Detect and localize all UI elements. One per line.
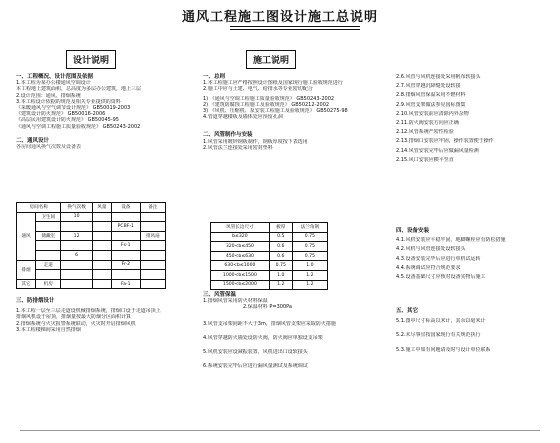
table-cell — [140, 260, 165, 270]
table-header-row — [17, 203, 166, 213]
text-line: 4.管道穿越楼板及墙体处应预留孔洞 — [203, 114, 283, 121]
table-cell: 排烟 — [17, 260, 36, 279]
text-line: 2.保温材料 P=300Pa — [243, 304, 292, 311]
text-line: 2.13.排烟口安装应牢固，操作装置便于操作 — [396, 138, 494, 145]
table-row — [17, 212, 166, 222]
code-text: GB50243-2002 — [296, 95, 335, 102]
table-cell: 1.0 — [292, 261, 327, 271]
table-cell — [92, 222, 111, 232]
text-line: 2.6.风管与风机连接处采用帆布软接头 — [396, 74, 481, 80]
table-header-cell: 备注 — [140, 203, 165, 213]
table-header-cell: 风管长边尺寸 — [211, 223, 270, 233]
text-line: 3) 《风机、压缩机、泵安装工程施工及验收规范》 — [203, 108, 315, 115]
table-row — [211, 261, 328, 271]
code-text: GB50016-2006 — [67, 111, 106, 118]
table-cell — [111, 231, 140, 241]
duct-thickness-table — [210, 222, 328, 290]
right-section-a — [396, 74, 546, 163]
table-row — [211, 251, 328, 261]
title-underline — [230, 26, 360, 30]
text-line: 2.9.风管支架做法参见国标图集 — [396, 101, 466, 108]
text-line: 《高层民用建筑设计防火规范》 — [16, 117, 87, 124]
code-text: GB50243-2002 — [102, 123, 141, 130]
text-line: 2) 《建筑防腐蚀工程施工及验收规范》 — [203, 101, 290, 108]
table-cell: 其它 — [17, 279, 36, 289]
text-line: 1.本工程一层至三层走道设机械排烟系统，排烟口设于走道吊顶上 — [16, 308, 161, 315]
table-cell — [92, 260, 111, 270]
left-s1-heading: 一、工程概况、设计范围及依据 — [16, 74, 94, 80]
text-line: 2.10.风管安装前应清除内外杂物 — [396, 110, 469, 117]
table-row — [17, 222, 166, 232]
table-cell — [140, 212, 165, 222]
table-row — [17, 241, 166, 251]
table-cell: 1500<b≤2000 — [211, 280, 270, 290]
text-line: 4.4.系统调试应符合规范要求 — [396, 264, 461, 271]
table-header-cell: 换气次数 — [61, 203, 92, 213]
table-header-cell: 法兰角钢 — [292, 223, 327, 233]
table-header-cell: 设备 — [111, 203, 140, 213]
text-line: 3.风管支吊架间距不大于3m，排烟风管支架应采取防火措施 — [203, 320, 336, 327]
text-line: 《采暖通风与空气调节设计规范》 — [16, 105, 92, 112]
text-line: 4.风管穿越防火墙处设防火阀，防火阀应单独设支吊架 — [203, 334, 323, 341]
table-row — [17, 279, 166, 289]
text-line: 2.排烟系统与火灾报警系统联动，火灾时开启排烟风机 — [16, 320, 136, 327]
table-cell — [92, 212, 111, 222]
right-section-4 — [396, 226, 546, 280]
table-header-cell: 板厚 — [269, 223, 292, 233]
table-cell: 0.75 — [292, 232, 327, 242]
table-cell: 通风 — [17, 212, 36, 260]
table-cell — [36, 241, 61, 251]
text-line: 1.排烟风管采用防火材料保温 — [203, 298, 268, 305]
table-cell — [140, 241, 165, 251]
left-s2-heading: 二、通风设计 — [16, 137, 50, 144]
table-cell — [36, 250, 61, 260]
text-line: 2.11.防火阀安装方向应正确 — [396, 120, 459, 127]
text-line: 4.5.设备基础尺寸应核对设备实物后施工 — [396, 274, 486, 281]
mid-s3-heading: 三、风管保温 — [203, 292, 237, 298]
code-text: GB50212-2002 — [291, 101, 330, 108]
table-row — [211, 242, 328, 252]
table-row — [17, 260, 166, 270]
table-cell — [92, 250, 111, 260]
text-line: 1) 《通风与空调工程施工质量验收规范》 — [203, 95, 295, 102]
code-line — [16, 124, 186, 130]
text-line: 2.设计范围：通风、排烟系统 — [16, 92, 81, 99]
design-notes-label: 设计说明 — [66, 50, 116, 69]
table-cell: 走道 — [36, 260, 61, 270]
text-line: 2.施工中应与土建、电气、给排水等专业密切配合 — [203, 86, 313, 93]
table-cell: b≤320 — [211, 232, 270, 242]
text-line: 5.1.图中尺寸标高以米计，其余以毫米计 — [396, 318, 486, 325]
text-line: 《通风与空调工程施工质量验收规范》 — [16, 123, 102, 130]
text-line: 6.系统安装完毕后应进行漏风量测试及系统调试 — [203, 363, 308, 370]
table-cell — [36, 270, 61, 280]
table-cell — [111, 270, 140, 280]
table-cell: 0.75 — [292, 251, 327, 261]
table-row — [211, 232, 328, 242]
table-cell — [61, 222, 92, 232]
table-cell: 0.75 — [269, 261, 292, 271]
right-section-5 — [396, 306, 546, 353]
table-cell — [61, 279, 92, 289]
left-section-3 — [16, 296, 186, 333]
table-cell: 450<b≤630 — [211, 251, 270, 261]
table-cell: PCBF-1 — [111, 222, 140, 232]
table-cell: 0.6 — [269, 251, 292, 261]
construction-notes-label: 施工说明 — [246, 50, 296, 69]
table-cell: 1.2 — [292, 270, 327, 280]
table-cell — [61, 241, 92, 251]
text-line: 排烟风机设于屋顶，排烟量按最大防烟分区面积计算 — [16, 314, 132, 321]
table-cell: 1.0 — [269, 270, 292, 280]
table-cell: 12 — [61, 231, 92, 241]
table-cell: 630<b≤1000 — [211, 261, 270, 271]
table-cell: 卫生间 — [36, 212, 61, 222]
divider — [20, 430, 540, 431]
ventilation-table — [16, 202, 166, 289]
table-row — [17, 231, 166, 241]
table-cell: 储藏室 — [36, 231, 61, 241]
text-line: 2.7.风管穿越沉降缝处设软接 — [396, 83, 461, 90]
table-cell: 1.2 — [269, 280, 292, 290]
code-text: GB50019-2003 — [92, 105, 131, 112]
table-header-row — [211, 223, 328, 233]
table-cell — [92, 231, 111, 241]
text-line: 3.本工程设计依据的规范及相关专业提供的资料 — [16, 98, 121, 105]
table-cell: 1.2 — [292, 280, 327, 290]
table-row — [211, 280, 328, 290]
table-cell: Fa-1 — [111, 279, 140, 289]
text-line: 2.15.风口安装应横平竖直 — [396, 156, 454, 163]
text-line: 4.2.风机与风管连接处设软接头 — [396, 246, 466, 253]
drawing-title: 通风工程施工图设计施工总说明 — [181, 10, 378, 25]
table-cell — [92, 270, 111, 280]
text-line: 5.风机安装应设减振装置，风机进出口设软接头 — [203, 349, 308, 356]
code-text: GB50275-98 — [316, 108, 348, 115]
table-cell: 机房 — [36, 279, 61, 289]
table-caption: 各房间通风换气次数及设备表 — [16, 144, 82, 151]
text-line: 3.本工程楼梯间采用自然排烟 — [16, 326, 81, 333]
table-cell — [92, 241, 111, 251]
text-line: 本工程地上建筑面积，总高度为多层办公建筑，地上三层 — [16, 86, 142, 93]
table-cell — [111, 212, 140, 222]
text-line: 《建筑设计防火规范》 — [16, 111, 67, 118]
table-cell — [140, 270, 165, 280]
mid-s1-heading: 一、总则 — [203, 74, 226, 80]
table-cell: 320<b≤450 — [211, 242, 270, 252]
text-line: 4.3.设备安装完毕后应进行单机试运转 — [396, 255, 481, 262]
table-cell — [61, 270, 92, 280]
table-cell — [140, 222, 165, 232]
text-line: 1.本工程为某办公楼通风空调设计 — [16, 80, 91, 87]
right-s5-heading: 五、其它 — [396, 308, 419, 314]
code-text: GB50045-95 — [87, 117, 119, 124]
text-line: 2.14.风管安装完毕后应做漏风量检测 — [396, 147, 479, 154]
mid-s2-heading: 二、风管制作与安装 — [203, 132, 253, 139]
table-row — [17, 270, 166, 280]
table-cell: Fs-1 — [111, 241, 140, 251]
table-row — [211, 270, 328, 280]
table-cell — [61, 260, 92, 270]
text-line: 2.12.风管系统严密性检验 — [396, 129, 454, 136]
table-cell: 排风扇 — [140, 231, 165, 241]
table-cell: 6 — [61, 250, 92, 260]
table-cell: 0.5 — [269, 232, 292, 242]
table-cell: 0.6 — [269, 242, 292, 252]
table-cell: 1000<b≤1500 — [211, 270, 270, 280]
mid-section-3 — [203, 290, 383, 369]
table-cell — [140, 279, 165, 289]
text-line: 2.8.排烟风管保温采用不燃材料 — [396, 92, 466, 99]
text-line: 5.3.施工中如有问题请及时与设计单位联系 — [396, 346, 491, 353]
text-line: 4.1.风机安装应平稳牢固，地脚螺栓应有防松措施 — [396, 237, 506, 244]
table-header-cell: 房间名称 — [17, 203, 61, 213]
left-s3-heading: 三、防排烟设计 — [16, 298, 55, 304]
left-section-1 — [16, 72, 186, 150]
text-line: 1.风管采用镀锌钢板制作，钢板厚度按下表选用 — [203, 138, 308, 145]
table-cell: Fr-2 — [111, 260, 140, 270]
table-row — [17, 250, 166, 260]
table-cell — [92, 279, 111, 289]
table-header-cell: 风量 — [92, 203, 111, 213]
text-line: 2.风管法兰连接处采用密封垫料 — [203, 144, 273, 151]
table-cell: 0.75 — [292, 242, 327, 252]
right-s4-heading: 四、设备安装 — [396, 228, 430, 234]
table-cell — [140, 250, 165, 260]
table-cell: 10 — [61, 212, 92, 222]
mid-section-1 — [203, 72, 383, 151]
table-cell — [36, 222, 61, 232]
text-line: 5.2.未尽事宜按国家现行有关规范执行 — [396, 332, 481, 339]
text-line: 1.本工程施工应严格按照设计图纸及国家现行施工验收规范进行 — [203, 80, 343, 87]
table-cell — [111, 250, 140, 260]
